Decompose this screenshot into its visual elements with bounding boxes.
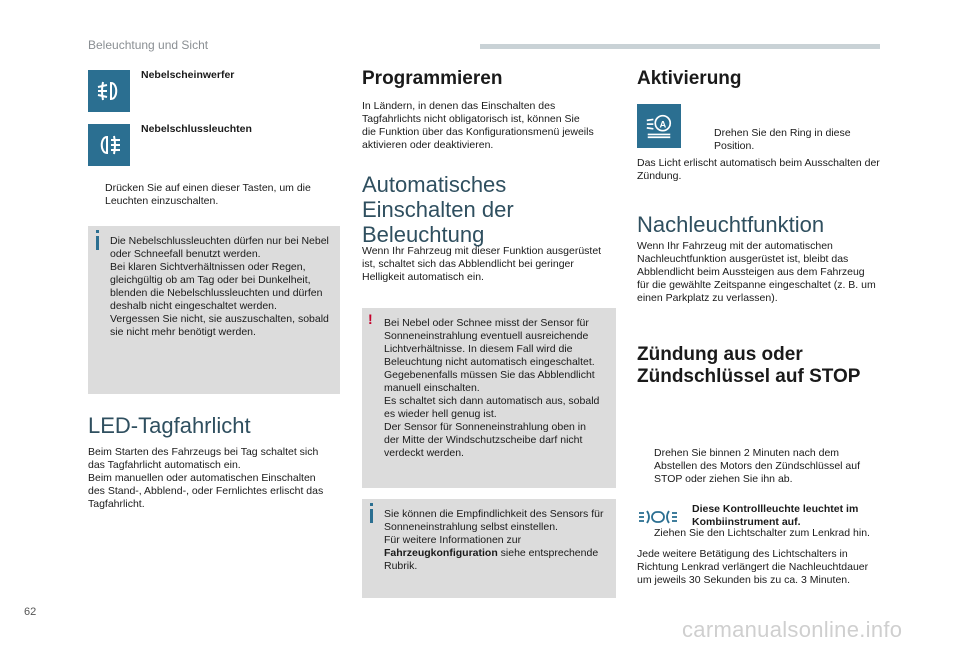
press-instruction-text: Drücken Sie auf einen dieser Tasten, um die Leuchten einzuschalten. xyxy=(105,182,311,207)
front-fog-label: Nebelscheinwerfer xyxy=(141,69,235,81)
zuendung-bullet-1: Drehen Sie binnen 2 Minuten nach dem Abstellen des Motors den Zündschlüssel auf STOP oder ziehen Sie ihn ab. xyxy=(654,447,861,485)
led-heading: LED-Tagfahrlicht xyxy=(88,413,251,438)
zuendung-bullet-2: Ziehen Sie den Lichtschalter zum Lenkrad hin. xyxy=(654,527,870,539)
fog-note-text: Die Nebelschlussleuchten dürfen nur bei Nebel oder Schneefall benutzt werden. Bei klaren Sichtverhältnissen oder Regen, gleichgültig ob am Tag oder bei Dunkelheit, blenden die Nebelschlussleuchten und dürfen deshalb nicht eingeschaltet werden. Vergessen Sie nicht, sie auszuschalten, sobald sie nicht mehr benötigt werden. xyxy=(110,235,329,338)
led-text: Beim Starten des Fahrzeugs bei Tag schaltet sich das Tagfahrlicht automatisch ein. Beim manuellen oder automatischen Einschalten des Stand-, Abblend-, oder Fernlichtes erlischt das Tagfahrlicht. xyxy=(88,446,324,510)
header-bar xyxy=(480,44,880,49)
sensor-info-text: Sie können die Empfindlichkeit des Sensors für Sonneneinstrahlung selbst einstellen. Für weitere Informationen zur Fahrzeugkonfiguration siehe entsprechende Rubrik. xyxy=(384,508,604,572)
press-instruction xyxy=(88,182,345,208)
running-header: Beleuchtung und Sicht xyxy=(88,38,209,52)
aktivierung-text: Das Licht erlischt automatisch beim Ausschalten der Zündung. xyxy=(637,157,880,182)
nachleucht-text: Wenn Ihr Fahrzeug mit der automatischen Nachleuchtfunktion ausgerüstet ist, bleibt das Abblendlicht beim Aussteigen aus dem Fahrzeug für die gewählte Zeitspanne eingeschaltet (z. B. um einen Parkplatz zu verlassen). xyxy=(637,240,876,304)
page-number: 62 xyxy=(24,606,37,618)
fog-info-note xyxy=(88,226,340,394)
daytime-running-light-icon xyxy=(637,506,679,533)
sensor-warning-text: Bei Nebel oder Schnee misst der Sensor für Sonneneinstrahlung eventuell ausreichende Lichtverhältnisse. In diesem Fall wird die Beleuchtung nicht automatisch eingeschaltet. Gegebenenfalls müssen Sie das Abblendlicht manuell einschalten. Es schaltet sich dann automatisch aus, sobald es wieder hell genug ist. Der Sensor für Sonneneinstrahlung oben in der Mitte der Windschutzscheibe darf nicht verdeckt werden. xyxy=(384,317,600,459)
front-fog-light-icon xyxy=(88,70,130,112)
aktivierung-bullet: Drehen Sie den Ring in diese Position. xyxy=(714,127,851,152)
aktivierung-heading: Aktivierung xyxy=(637,68,742,89)
rear-fog-light-icon xyxy=(88,124,130,166)
info-icon xyxy=(370,509,373,523)
zuendung-heading: Zündung aus oder Zündschlüssel auf STOP xyxy=(637,344,861,387)
indicator-text: Diese Kontrollleuchte leuchtet im Kombiinstrument auf. xyxy=(692,503,859,528)
programmieren-heading: Programmieren xyxy=(362,68,503,89)
auto-heading: Automatisches Einschalten der Beleuchtung xyxy=(362,172,514,247)
config-menu-ref: Fahrzeugkonfiguration xyxy=(384,547,498,559)
auto-lighting-icon xyxy=(637,104,681,148)
rear-fog-label: Nebelschlussleuchten xyxy=(141,123,252,135)
programmieren-text: In Ländern, in denen das Einschalten des Tagfahrlichts nicht obligatorisch ist, können Sie die Funktion über das Konfigurationsmenü jeweils aktivieren oder deaktivieren. xyxy=(362,100,594,151)
svg-text:A: A xyxy=(659,119,667,130)
nachleucht-heading: Nachleuchtfunktion xyxy=(637,212,825,237)
info-icon xyxy=(96,236,99,250)
watermark: carmanualsonline.info xyxy=(682,617,903,642)
final-text: Jede weitere Betätigung des Lichtschalters in Richtung Lenkrad verlängert die Nachleuchtdauer um jeweils 30 Sekunden bis zu ca. 3 Minuten. xyxy=(637,548,869,586)
warning-icon: ! xyxy=(368,311,373,327)
sensor-info-note xyxy=(362,499,616,598)
auto-text: Wenn Ihr Fahrzeug mit dieser Funktion ausgerüstet ist, schaltet sich das Abblendlicht bei geringer Helligkeit automatisch ein. xyxy=(362,245,602,283)
sensor-warning-note xyxy=(362,308,616,488)
